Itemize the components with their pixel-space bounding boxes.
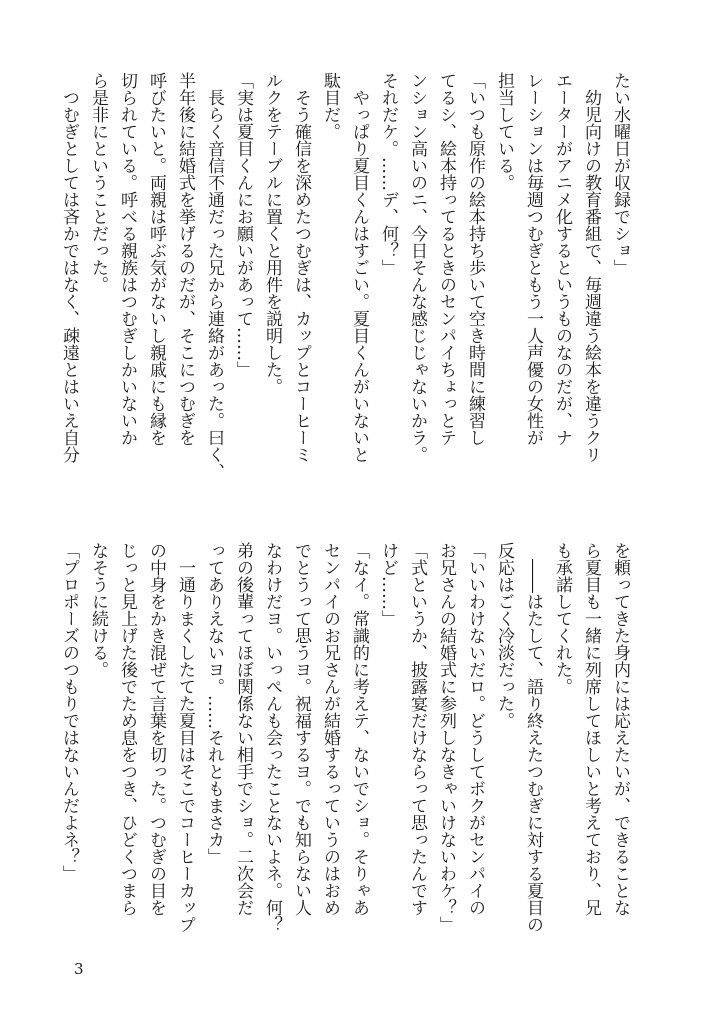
text-line: 「式というか、披露宴だけならって思ったんです bbox=[407, 542, 427, 916]
text-line: も承諾してくれた。 bbox=[552, 542, 572, 695]
text-line: お兄さんの結婚式に参列しなきゃいけないわケ？」 bbox=[436, 542, 456, 933]
text-line: やっぱり夏目くんはすごい。夏目くんがいないと bbox=[349, 72, 369, 463]
text-line: センパイのお兄さんが結婚するっていうのはおめ bbox=[320, 542, 340, 916]
text-line: ンション高いのニ、今日そんな感じじゃないかラ。 bbox=[407, 72, 427, 463]
text-line: ――はたして、語り終えたつむぎに対する夏目の bbox=[523, 542, 543, 933]
text-line: 長らく音信不通だった兄から連絡があった。曰く、 bbox=[204, 72, 224, 480]
text-line: なそうに続ける。 bbox=[88, 542, 108, 678]
text-line: てるシ、絵本持ってるときのセンパイちょっとテ bbox=[436, 72, 456, 446]
text-line: 「プロポーズのつもりではないんだよネ？」 bbox=[59, 542, 79, 882]
text-line: たい水曜日が収録でショ」 bbox=[610, 72, 630, 276]
text-line: 切られている。呼べる親族はつむぎしかいないか bbox=[117, 72, 137, 446]
text-line: 幼児向けの教育番組で、毎週違う絵本を違うクリ bbox=[581, 72, 601, 463]
text-line: ルクをテーブルに置くと用件を説明した。 bbox=[262, 72, 282, 395]
text-line: じっと見上げた後でため息をつき、ひどくつまら bbox=[117, 542, 137, 916]
text-line: の中身をかき混ぜて言葉を切った。つむぎの目を bbox=[146, 542, 166, 916]
text-line: 「実は夏目くんにお願いがあって……」 bbox=[233, 72, 253, 378]
text-line: でとうって思うヨ。祝福するヨ。でも知らない人 bbox=[291, 542, 311, 916]
text-line: 一通りまくしたてた夏目はそこでコーヒーカップ bbox=[175, 542, 195, 933]
text-line: 半年後に結婚式を挙げるのだが、そこにつむぎを bbox=[175, 72, 195, 446]
text-line: ら夏目も一緒に列席してほしいと考えており、兄 bbox=[581, 542, 601, 916]
text-line: 「なイ。常識的に考えテ、ないでショ。そりゃあ bbox=[349, 542, 369, 916]
text-line: エーターがアニメ化するというものなのだが、ナ bbox=[552, 72, 572, 446]
text-line: 弟の後輩ってほぼ関係ない相手でショ。二次会だ bbox=[233, 542, 253, 916]
text-line: それだケ。……デ、何？」 bbox=[378, 72, 398, 276]
text-line: を頼ってきた身内には応えたいが、できることな bbox=[610, 542, 630, 916]
text-line: そう確信を深めたつむぎは、カップとコーヒーミ bbox=[291, 72, 311, 463]
text-line: レーションは毎週つむぎともう一人声優の女性が bbox=[523, 72, 543, 446]
text-line: ってありえないヨ。……それともまさカ」 bbox=[204, 542, 224, 865]
text-line: 「いつも原作の絵本持ち歩いて空き時間に練習し bbox=[465, 72, 485, 446]
text-line: 駄目だ。 bbox=[320, 72, 340, 140]
text-line: つむぎとしては吝かではなく、疎遠とはいえ自分 bbox=[59, 72, 79, 463]
text-line: 呼びたいと。両親は呼ぶ気がないし親戚にも縁を bbox=[146, 72, 166, 446]
text-line: 担当している。 bbox=[494, 72, 514, 191]
page-number: 3 bbox=[74, 960, 84, 978]
text-line: ら是非にということだった。 bbox=[88, 72, 108, 293]
text-line: けど……」 bbox=[378, 542, 398, 627]
upper-text-block bbox=[59, 72, 634, 504]
lower-text-block bbox=[59, 542, 634, 974]
text-line: 反応はごく冷淡だった。 bbox=[494, 542, 514, 729]
text-line: なわけだヨ。いっぺんも会ったことないよネ。何？ bbox=[262, 542, 282, 933]
text-line: 「いいわけないだロ。どうしてボクがセンパイの bbox=[465, 542, 485, 916]
